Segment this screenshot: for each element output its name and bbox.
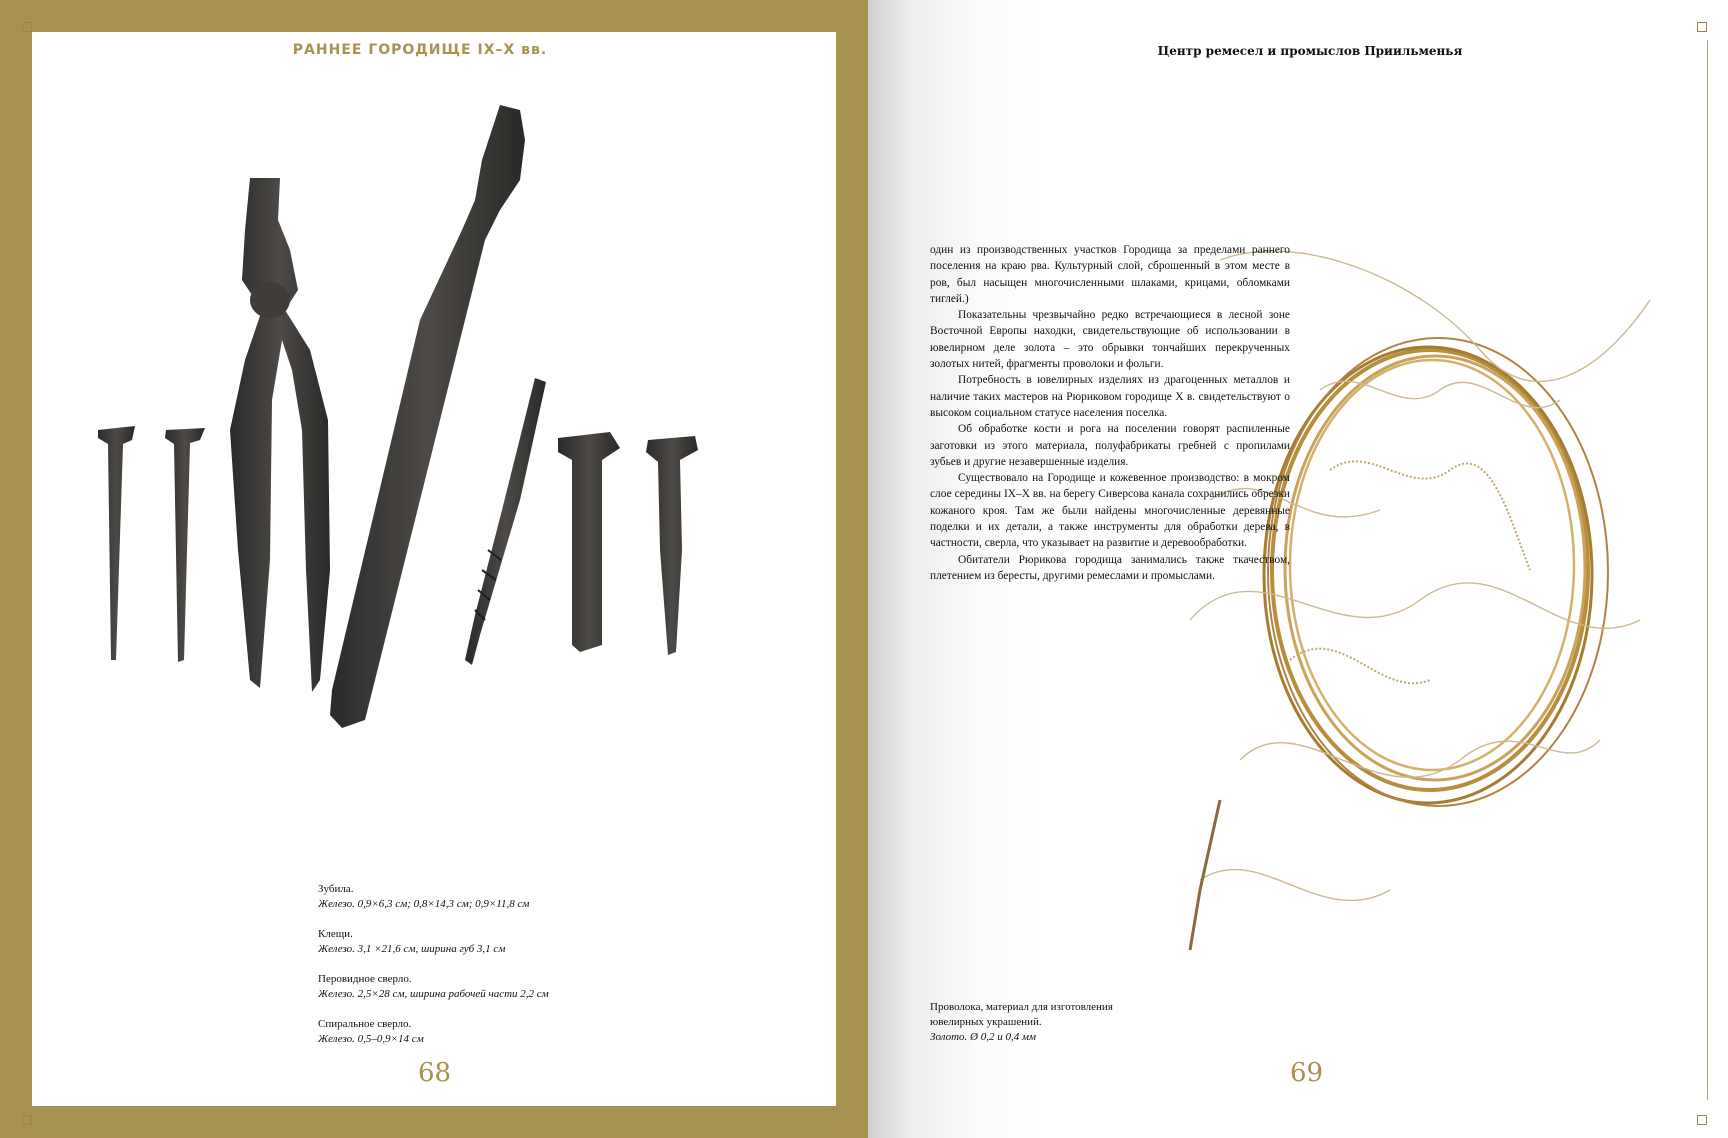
crop-mark-bottom-left bbox=[22, 1115, 32, 1125]
crop-mark-top-left bbox=[22, 22, 32, 32]
caption-pliers-desc: Железо. 3,1 ×21,6 см, ширина губ 3,1 см bbox=[318, 943, 506, 955]
wire-caption-line1: Проволока, материал для изготовления bbox=[930, 1001, 1113, 1013]
paragraph-2: Показательны чрезвычайно редко встречающиеся в лесной зоне Восточной Европы находки, свидетельствующие об использовании в ювелирном деле золота – это обрывки тончайших перекрученных золотых нитей, фрагменты проволоки и фольги. bbox=[930, 309, 1290, 371]
tool-captions bbox=[318, 882, 648, 1062]
caption-chisels-desc: Железо. 0,9×6,3 см; 0,8×14,3 см; 0,9×11,8 см bbox=[318, 898, 530, 910]
chisel-2 bbox=[165, 428, 205, 662]
folio-right: 69 bbox=[1290, 1058, 1324, 1088]
spiral-drill bbox=[465, 378, 546, 665]
right-edge-rule bbox=[1707, 40, 1708, 1100]
crop-mark-bottom-right bbox=[1697, 1115, 1707, 1125]
feather-drill bbox=[330, 105, 525, 728]
caption-feather-drill-desc: Железо. 2,5×28 см, ширина рабочей части 2,2 см bbox=[318, 988, 549, 1000]
caption-spiral-drill-desc: Железо. 0,5–0,9×14 см bbox=[318, 1033, 424, 1045]
caption-feather-drill-name: Перовидное сверло. bbox=[318, 973, 412, 985]
article-body bbox=[930, 242, 1290, 584]
caption-pliers-name: Клещи. bbox=[318, 928, 353, 940]
paragraph-6: Обитатели Рюрикова городища занимались также ткачеством, плетением из бересты, другими ремеслами и промыслами. bbox=[930, 553, 1290, 582]
running-head-left: РАННЕЕ ГОРОДИЩЕ IX–X вв. bbox=[292, 42, 548, 58]
paragraph-1: один из производственных участков Городища за пределами раннего поселения на краю рва. Культурный слой, сброшенный в этом месте в ров, был насыщен многочисленными шлаками, крицами, обломками тиглей.) bbox=[930, 244, 1290, 305]
wire-caption-desc: Золото. Ø 0,2 и 0,4 мм bbox=[930, 1031, 1037, 1043]
paragraph-3: Потребность в ювелирных изделиях из драгоценных металлов и наличие таких мастеров на Рюриковом городище X в. свидетельствуют о высоком социальном статусе населения поселка. bbox=[930, 374, 1290, 419]
paragraph-5: Существовало на Городище и кожевенное производство: в мокром слое середины IX–X вв. на берегу Сиверсова канала сохранились обрезки кожаного кроя. Там же были найдены многочисленные деревянные поделки и их детали, а также инструменты для обработки дерева, в частности, сверла, что указывает на развитие и деревообработки. bbox=[930, 472, 1290, 550]
chisel-1 bbox=[98, 426, 135, 660]
wire-caption bbox=[930, 1000, 1190, 1060]
crop-mark-top-right bbox=[1697, 22, 1707, 32]
folio-left: 68 bbox=[418, 1058, 452, 1088]
paragraph-4: Об обработке кости и рога на поселении говорят распиленные заготовки из этого материала, полуфабрикаты гребней с пропилами зубьев и другие незавершенные изделия. bbox=[930, 423, 1290, 468]
pliers bbox=[230, 178, 330, 692]
running-head-right: Центр ремесел и промыслов Приильменья bbox=[1157, 44, 1463, 58]
chisel-4 bbox=[646, 436, 698, 655]
iron-tools-photo bbox=[80, 100, 800, 800]
caption-chisels-name: Зубила. bbox=[318, 883, 354, 895]
chisel-3 bbox=[558, 432, 620, 652]
wire-caption-line2: ювелирных украшений. bbox=[930, 1016, 1042, 1028]
caption-spiral-drill-name: Спиральное сверло. bbox=[318, 1018, 412, 1030]
